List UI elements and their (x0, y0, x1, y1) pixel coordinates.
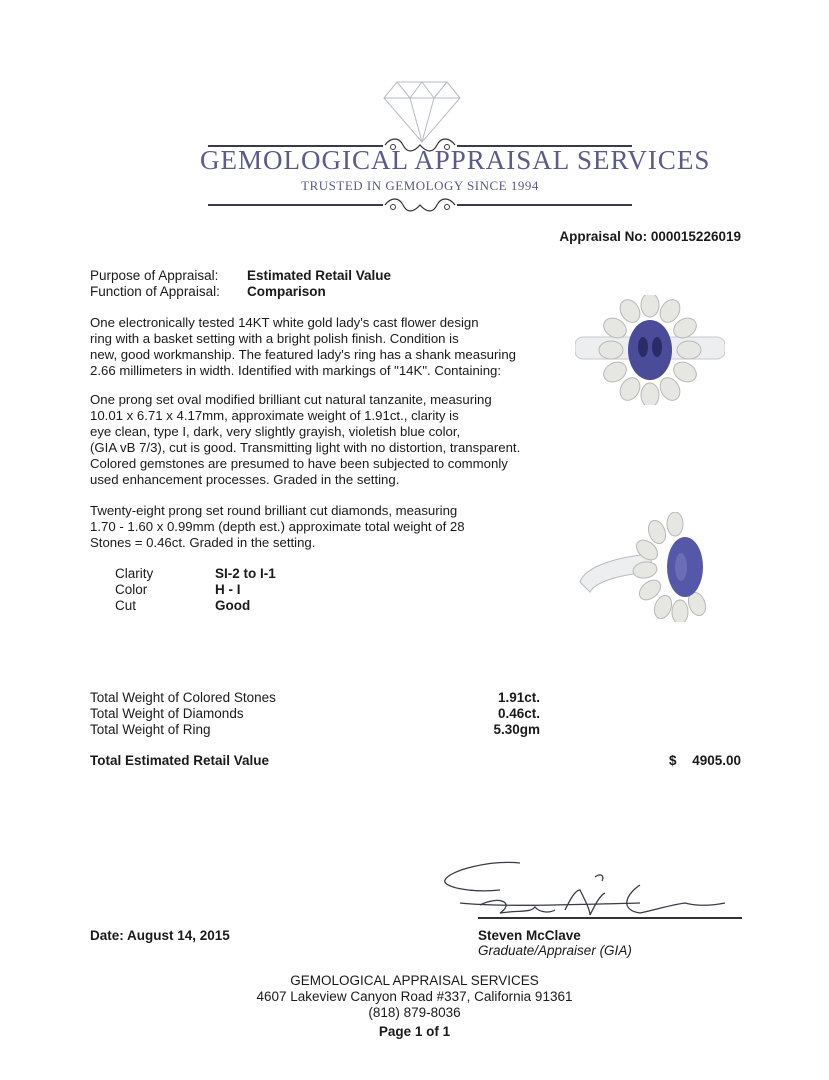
grade-label: Clarity (115, 566, 154, 581)
text-line: 1.70 - 1.60 x 0.99mm (depth est.) approximate total weight of 28 (90, 519, 465, 534)
purpose-label: Purpose of Appraisal: (90, 268, 219, 283)
signature-image (440, 855, 730, 925)
total-label: Total Weight of Colored Stones (90, 690, 276, 705)
function-row (90, 284, 391, 300)
text-line: eye clean, type I, dark, very slightly grayish, violetish blue color, (90, 424, 461, 439)
function-value: Comparison (247, 284, 326, 299)
grade-value: SI-2 to I-1 (215, 566, 276, 581)
diamond-grades (115, 566, 276, 614)
footer (0, 973, 829, 1040)
total-value: 0.46ct. (497, 706, 540, 721)
divider (208, 204, 383, 206)
grade-value: H - I (215, 582, 241, 597)
text-line: new, good workmanship. The featured lady's ring has a shank measuring (90, 347, 516, 362)
retail-value-label: Total Estimated Retail Value (90, 753, 270, 768)
total-label: Total Weight of Ring (90, 722, 211, 737)
ring-side-view-image (575, 512, 725, 622)
company-tagline: TRUSTED IN GEMOLOGY SINCE 1994 (301, 178, 539, 193)
text-line: ring with a basket setting with a bright polish finish. Condition is (90, 331, 459, 346)
text-line: 2.66 millimeters in width. Identified with markings of "14K". Containing: (90, 363, 502, 378)
function-label: Function of Appraisal: (90, 284, 220, 299)
total-row (90, 722, 540, 738)
appraiser-name: Steven McClave (478, 928, 581, 943)
diamonds-description (90, 503, 550, 551)
text-line: (GIA vB 7/3), cut is good. Transmitting light with no distortion, transparent. (90, 440, 521, 455)
flourish-icon (383, 195, 457, 215)
text-line: used enhancement processes. Graded in the setting. (90, 472, 400, 487)
appraisal-date: Date: August 14, 2015 (90, 928, 230, 943)
total-row (90, 690, 540, 706)
text-line: One prong set oval modified brilliant cut natural tanzanite, measuring (90, 392, 492, 407)
grade-row-color (115, 582, 276, 598)
text-line: Twenty-eight prong set round brilliant cut diamonds, measuring (90, 503, 458, 518)
appraiser-title: Graduate/Appraiser (GIA) (478, 943, 632, 958)
text-line: One electronically tested 14KT white gold lady's cast flower design (90, 315, 479, 330)
appraisal-number: Appraisal No: 000015226019 (559, 229, 741, 244)
total-row (90, 706, 540, 722)
totals-section (90, 690, 540, 738)
footer-phone: (818) 879-8036 (368, 1005, 461, 1020)
grade-label: Color (115, 582, 148, 597)
tanzanite-description (90, 392, 560, 488)
text-line: Stones = 0.46ct. Graded in the setting. (90, 535, 316, 550)
grade-label: Cut (115, 598, 137, 613)
purpose-row (90, 268, 391, 284)
grade-value: Good (215, 598, 251, 613)
text-line: 10.01 x 6.71 x 4.17mm, approximate weight of 1.91ct., clarity is (90, 408, 459, 423)
signature-line (478, 917, 742, 919)
retail-value-amount: 4905.00 (692, 753, 741, 768)
footer-address: 4607 Lakeview Canyon Road #337, California 91361 (256, 989, 573, 1004)
total-value: 5.30gm (493, 722, 540, 737)
footer-company: GEMOLOGICAL APPRAISAL SERVICES (290, 973, 539, 988)
company-name: GEMOLOGICAL APPRAISAL SERVICES (200, 145, 711, 175)
ring-description (90, 315, 550, 379)
text-line: Colored gemstones are presumed to have been subjected to commonly (90, 456, 508, 471)
purpose-value: Estimated Retail Value (247, 268, 392, 283)
page-number: Page 1 of 1 (378, 1024, 451, 1039)
divider (457, 204, 632, 206)
ring-top-view-image (575, 295, 725, 405)
grade-row-clarity (115, 566, 276, 582)
total-label: Total Weight of Diamonds (90, 706, 244, 721)
purpose-section (90, 268, 391, 300)
retail-value-currency: $ (669, 753, 677, 768)
grade-row-cut (115, 598, 276, 614)
total-value: 1.91ct. (497, 690, 540, 705)
